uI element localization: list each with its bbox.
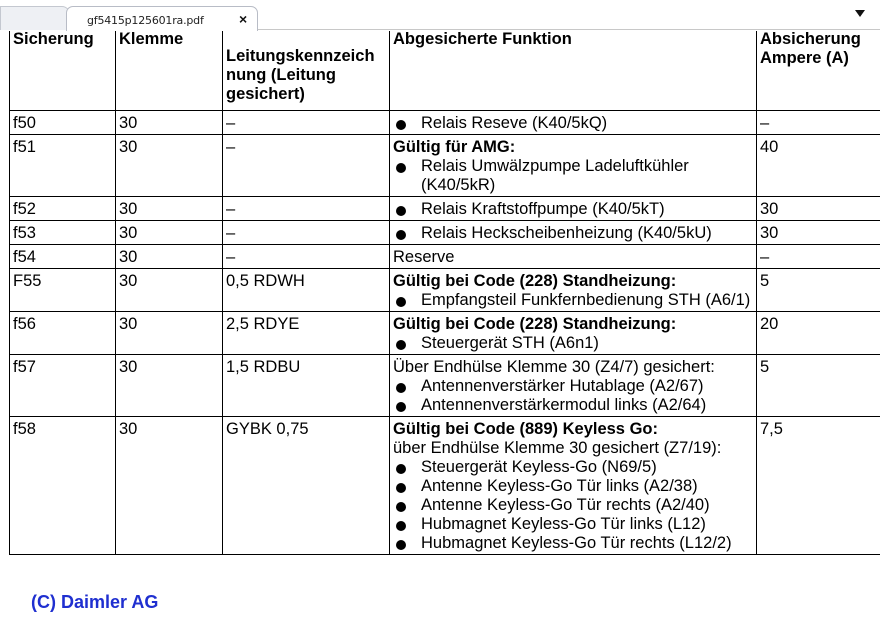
table-row bbox=[10, 245, 880, 269]
cell-leitung: – bbox=[223, 111, 390, 135]
cell-ampere: 7,5 bbox=[757, 417, 880, 555]
cell-sicherung: f58 bbox=[10, 417, 116, 555]
function-note: Reserve bbox=[393, 248, 455, 266]
cell-ampere: – bbox=[757, 245, 880, 269]
cell-sicherung: F55 bbox=[10, 269, 116, 312]
function-list bbox=[393, 458, 753, 553]
cell-sicherung: f50 bbox=[10, 111, 116, 135]
cell-funktion bbox=[390, 135, 757, 197]
function-heading: Gültig für AMG: bbox=[393, 138, 516, 156]
cell-leitung: – bbox=[223, 221, 390, 245]
table-row bbox=[10, 135, 880, 197]
header-leitung-line: gesichert) bbox=[226, 85, 305, 103]
fuse-table bbox=[9, 31, 880, 555]
cell-sicherung: f56 bbox=[10, 312, 116, 355]
cell-funktion bbox=[390, 221, 757, 245]
cell-leitung: GYBK 0,75 bbox=[223, 417, 390, 555]
pdf-document-view bbox=[0, 31, 880, 632]
list-item: Relais Heckscheibenheizung (K40/5kU) bbox=[393, 224, 753, 243]
function-list bbox=[393, 334, 753, 353]
function-heading: Gültig bei Code (228) Standheizung: bbox=[393, 315, 677, 333]
header-leitung bbox=[223, 31, 390, 111]
cell-klemme: 30 bbox=[116, 245, 223, 269]
function-list bbox=[393, 224, 753, 243]
cell-sicherung: f54 bbox=[10, 245, 116, 269]
table-row bbox=[10, 417, 880, 555]
cell-funktion bbox=[390, 355, 757, 417]
list-item: Steuergerät STH (A6n1) bbox=[393, 334, 753, 353]
cell-ampere: 20 bbox=[757, 312, 880, 355]
cell-leitung: – bbox=[223, 135, 390, 197]
previous-tab[interactable] bbox=[0, 6, 70, 30]
close-icon[interactable]: × bbox=[239, 11, 248, 27]
table-row bbox=[10, 221, 880, 245]
function-note: über Endhülse Klemme 30 gesichert (Z7/19): bbox=[393, 439, 722, 457]
function-list bbox=[393, 157, 753, 195]
cell-leitung: 2,5 RDYE bbox=[223, 312, 390, 355]
cell-ampere: 40 bbox=[757, 135, 880, 197]
function-heading: Gültig bei Code (228) Standheizung: bbox=[393, 272, 677, 290]
table-row bbox=[10, 111, 880, 135]
cell-funktion bbox=[390, 245, 757, 269]
cell-ampere: 30 bbox=[757, 197, 880, 221]
list-item: Antennenverstärker Hutablage (A2/67) bbox=[393, 377, 753, 396]
function-list bbox=[393, 291, 753, 310]
function-note: Über Endhülse Klemme 30 (Z4/7) gesichert: bbox=[393, 358, 715, 376]
list-item: Relais Kraftstoffpumpe (K40/5kT) bbox=[393, 200, 753, 219]
cell-sicherung: f53 bbox=[10, 221, 116, 245]
chevron-down-icon[interactable] bbox=[855, 10, 865, 17]
header-leitung-line: Leitungskennzeich bbox=[226, 47, 375, 65]
table-body bbox=[10, 111, 880, 555]
header-klemme: Klemme bbox=[116, 31, 223, 111]
cell-sicherung: f52 bbox=[10, 197, 116, 221]
cell-ampere: 30 bbox=[757, 221, 880, 245]
list-item: Hubmagnet Keyless-Go Tür links (L12) bbox=[393, 515, 753, 534]
cell-ampere: 5 bbox=[757, 355, 880, 417]
header-funktion: Abgesicherte Funktion bbox=[390, 31, 757, 111]
cell-klemme: 30 bbox=[116, 269, 223, 312]
cell-funktion bbox=[390, 269, 757, 312]
table-header-row bbox=[10, 31, 880, 111]
cell-funktion bbox=[390, 312, 757, 355]
tab-bar bbox=[0, 0, 880, 30]
header-ampere-line: Ampere (A) bbox=[760, 49, 849, 67]
function-list bbox=[393, 200, 753, 219]
list-item: Antenne Keyless-Go Tür rechts (A2/40) bbox=[393, 496, 753, 515]
list-item: Steuergerät Keyless-Go (N69/5) bbox=[393, 458, 753, 477]
copyright-watermark: (C) Daimler AG bbox=[31, 592, 159, 612]
header-ampere bbox=[757, 31, 880, 111]
cell-sicherung: f51 bbox=[10, 135, 116, 197]
list-item: Empfangsteil Funkfernbedienung STH (A6/1) bbox=[393, 291, 753, 310]
cell-klemme: 30 bbox=[116, 111, 223, 135]
cell-klemme: 30 bbox=[116, 135, 223, 197]
function-heading: Gültig bei Code (889) Keyless Go: bbox=[393, 420, 658, 438]
cell-leitung: 1,5 RDBU bbox=[223, 355, 390, 417]
tab-active-pdf[interactable] bbox=[66, 6, 258, 31]
list-item: Antennenverstärkermodul links (A2/64) bbox=[393, 396, 753, 415]
table-row bbox=[10, 312, 880, 355]
list-item: Relais Umwälzpumpe Ladeluftkühler (K40/5kR) bbox=[393, 157, 753, 195]
cell-sicherung: f57 bbox=[10, 355, 116, 417]
header-ampere-line: Absicherung bbox=[760, 31, 861, 48]
cell-klemme: 30 bbox=[116, 197, 223, 221]
cell-klemme: 30 bbox=[116, 417, 223, 555]
table-row bbox=[10, 355, 880, 417]
function-list bbox=[393, 114, 753, 133]
cell-leitung: – bbox=[223, 197, 390, 221]
table-row bbox=[10, 269, 880, 312]
cell-ampere: – bbox=[757, 111, 880, 135]
list-item: Relais Reseve (K40/5kQ) bbox=[393, 114, 753, 133]
list-item: Antenne Keyless-Go Tür links (A2/38) bbox=[393, 477, 753, 496]
cell-leitung: 0,5 RDWH bbox=[223, 269, 390, 312]
cell-ampere: 5 bbox=[757, 269, 880, 312]
cell-funktion bbox=[390, 111, 757, 135]
function-list bbox=[393, 377, 753, 415]
cell-klemme: 30 bbox=[116, 355, 223, 417]
cell-funktion bbox=[390, 197, 757, 221]
tab-title: gf5415p125601ra.pdf bbox=[87, 14, 204, 27]
cell-klemme: 30 bbox=[116, 221, 223, 245]
list-item: Hubmagnet Keyless-Go Tür rechts (L12/2) bbox=[393, 534, 753, 553]
cell-klemme: 30 bbox=[116, 312, 223, 355]
cell-funktion bbox=[390, 417, 757, 555]
cell-leitung: – bbox=[223, 245, 390, 269]
header-leitung-line: nung (Leitung bbox=[226, 66, 336, 84]
header-sicherung: Sicherung bbox=[10, 31, 116, 111]
table-row bbox=[10, 197, 880, 221]
